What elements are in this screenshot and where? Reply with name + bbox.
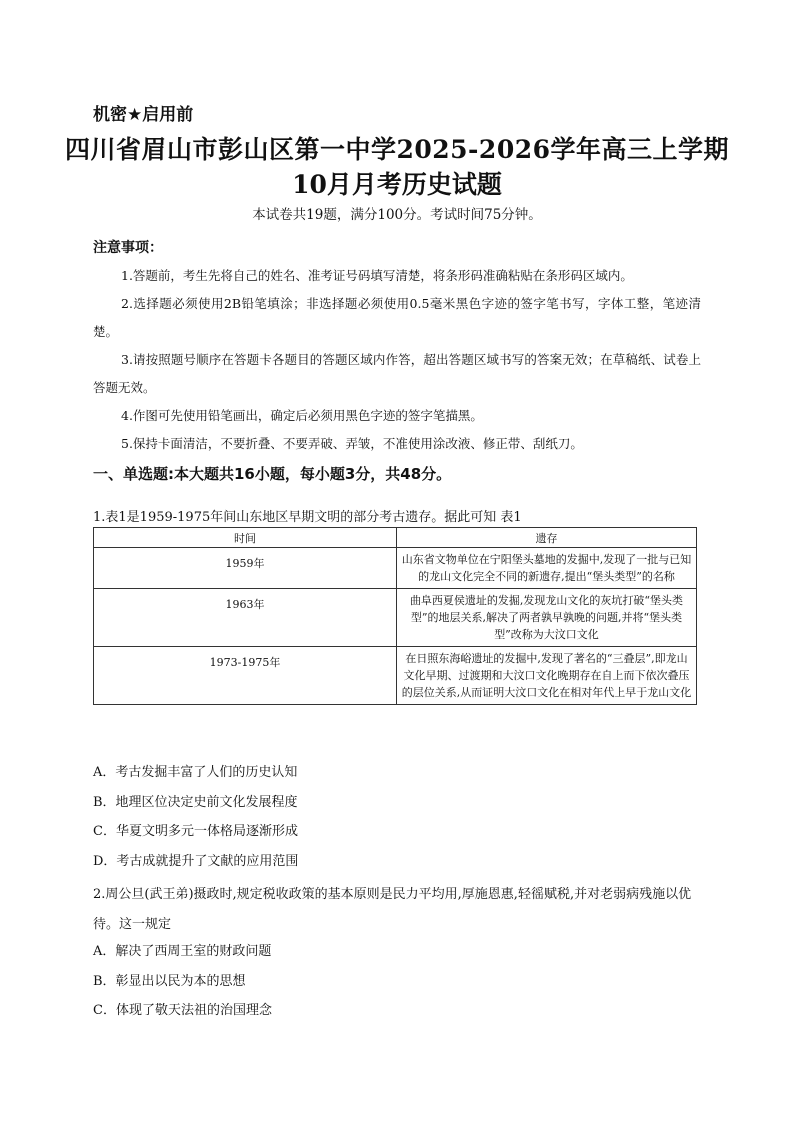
option-a: A．考古发掘丰富了人们的历史认知 [93,765,298,780]
exam-title-line2: 10月月考历史试题 [292,170,502,199]
option-c: C．华夏文明多元一体格局逐渐形成 [93,824,298,839]
confidential-label: 机密★启用前 [93,105,194,125]
option-a: A．解决了西周王室的财政问题 [93,944,272,959]
option-b: B．彰显出以民为本的思想 [93,973,246,989]
table-header-row [94,528,697,548]
note-item: 4.作图可先使用铅笔画出，确定后必须用黑色字迹的签字笔描黑。 [121,408,483,423]
table-row [94,647,697,705]
table-cell-time: 1973-1975年 [94,647,397,705]
section-heading: 一、单选题:本大题共16小题，每小题3分，共48分。 [93,465,452,483]
table-cell-remains: 在日照东海峪遗址的发掘中,发现了著名的“三叠层”,即龙山文化早期、过渡期和大汶口文化晚期存在自上而下依次叠压的层位关系,从而证明大汶口文化在相对年代上早于龙山文化 [397,647,697,705]
note-item: 1.答题前，考生先将自己的姓名、准考证号码填写清楚，将条形码准确粘贴在条形码区域内。 [121,268,633,283]
exam-title-line1: 四川省眉山市彭山区第一中学2025-2026学年高三上学期 [64,135,730,164]
note-item: 5.保持卡面清洁，不要折叠、不要弄破、弄皱，不准使用涂改液、修正带、刮纸刀。 [121,436,583,451]
table-header-time: 时间 [94,528,397,548]
option-d: D．考古成就提升了文献的应用范围 [93,853,299,869]
archaeology-table [93,527,697,705]
question-1-stem: 1.表1是1959-1975年间山东地区早期文明的部分考古遗存。据此可知 表1 [93,510,522,525]
note-item: 3.请按照题号顺序在答题卡各题目的答题区域内作答，超出答题区域书写的答案无效；在草稿纸、试卷上答题无效。 [93,352,701,395]
option-b: B．地理区位决定史前文化发展程度 [93,794,298,810]
table-cell-remains: 山东省文物单位在宁阳堡头墓地的发掘中,发现了一批与已知的龙山文化完全不同的新遗存,提出“堡头类型”的名称 [397,548,697,589]
table-cell-remains: 曲阜西夏侯遗址的发掘,发现龙山文化的灰坑打破“堡头类型”的地层关系,解决了两者孰早孰晚的问题,并将“堡头类型”改称为大汶口文化 [397,589,697,647]
table-cell-time: 1959年 [94,548,397,589]
exam-subtitle: 本试卷共19题，满分100分。考试时间75分钟。 [252,207,542,223]
question-1-options [93,758,298,876]
question-2-options [93,937,272,1026]
table-row [94,548,697,589]
notes-list [93,262,701,458]
option-c: C．体现了敬天法祖的治国理念 [93,1003,272,1018]
question-2-stem: 2.周公旦(武王弟)摄政时,规定税收政策的基本原则是民力平均用,厚施恩惠,轻徭赋税,并对老弱病残施以优待。这一规定 [93,887,692,932]
notes-heading: 注意事项： [93,240,163,256]
note-item: 2.选择题必须使用2B铅笔填涂；非选择题必须使用0.5毫米黑色字迹的签字笔书写，字体工整，笔迹清楚。 [93,296,701,339]
table-row [94,589,697,647]
table-cell-time: 1963年 [94,589,397,647]
table-header-remains: 遗存 [397,528,697,548]
